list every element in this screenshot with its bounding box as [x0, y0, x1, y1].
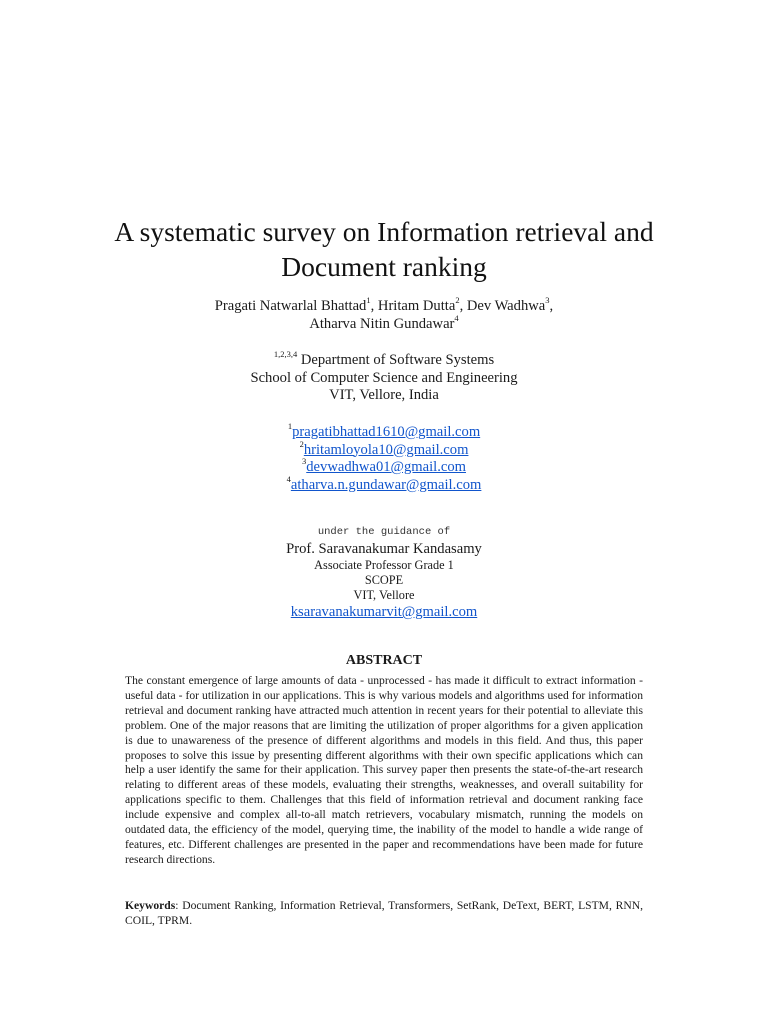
keywords-label: Keywords [125, 899, 176, 912]
affiliation-school: School of Computer Science and Engineering [250, 369, 518, 386]
email-link[interactable]: pragatibhattad1610@gmail.com [292, 424, 481, 440]
email-row [84, 456, 684, 477]
title-line-2: Document ranking [281, 251, 487, 282]
author-row-1: Pragati Natwarlal Bhattad$^1$, Hritam Dutta$^2$, Dev Wadhwa$^3$, [214, 295, 554, 314]
guide-name: Prof. Saravanakumar Kandasamy [286, 541, 482, 557]
author-name: Dev Wadhwa [466, 298, 546, 314]
guidance-label: under the guidance of [317, 526, 451, 538]
paper-title [84, 214, 684, 284]
author-emails [84, 421, 684, 494]
email-sup: 2 [299, 438, 304, 449]
email-link[interactable]: atharva.n.gundawar@gmail.com [290, 476, 482, 493]
department-name: Department of Software Systems [300, 352, 495, 368]
abstract-heading: ABSTRACT [345, 653, 423, 668]
email-row [84, 438, 684, 460]
keywords [125, 899, 643, 929]
author-list [84, 297, 684, 333]
author-sup: 2 [455, 295, 460, 306]
author-name: Hritam Dutta [377, 298, 456, 314]
email-sup: 4 [286, 473, 291, 484]
author-sup: 4 [454, 313, 459, 324]
title-line-1: A systematic survey on Information retrieval and [114, 216, 654, 247]
affiliation [84, 349, 684, 405]
email-sup: 1 [287, 421, 293, 432]
guide-block [84, 541, 684, 622]
email-row [84, 473, 684, 495]
email-row [84, 421, 684, 442]
affiliation-department [84, 349, 684, 370]
author-sup: 3 [545, 295, 550, 306]
author-row-2 [84, 315, 684, 333]
affiliation-place: VIT, Vellore, India [329, 387, 439, 403]
abstract-text: The constant emergence of large amounts of data - unprocessed - has made it difficult to extract information - useful data - for utilization in our applications. This is why various models and algorithms used for information retrieval and document ranking have attracted much attention in recent years for their potential to alleviate this problem. One of the major reasons that are limiting the utilization of proper algorithms for a given application is due to unawareness of the presence of different algorithms and models in this field. And thus, this paper proposes to solve this issue by presenting different algorithms with their own specific applications which can help a user identify the same for their application. This survey paper then presents the state-of-the-art research relating to different areas of these models, evaluating their strengths, weaknesses, and overall suitability for applications specific to them. Challenges that this field of information retrieval and document ranking face include expensive and complex all-to-all match retrievers, vocabulary mismatch, running the models on outdated data, the efficiency of the model, querying time, the inability of the model to handle a wide range of features, etc. Different challenges are presented in the paper and recommendations have been made for future research directions. [125, 674, 643, 866]
guide-position: Associate Professor Grade 1 [314, 558, 454, 572]
affiliation-sup: 1,2,3,4 [273, 349, 298, 360]
guide-email-link[interactable]: ksaravanakumarvit@gmail.com [290, 604, 478, 620]
author-name: Atharva Nitin Gundawar [309, 316, 455, 332]
email-link[interactable]: devwadhwa01@gmail.com [306, 459, 466, 475]
email-sup: 3 [302, 456, 307, 467]
author-name: Pragati Natwarlal Bhattad [214, 298, 367, 314]
guide-place: VIT, Vellore [353, 588, 415, 602]
guide-unit: SCOPE [364, 573, 404, 587]
author-sup: 1 [366, 295, 371, 306]
keywords-text: : Document Ranking, Information Retrieval, Transformers, SetRank, DeText, BERT, LSTM, RNN, COIL, TPRM. [125, 899, 643, 927]
email-link[interactable]: hritamloyola10@gmail.com [303, 441, 469, 458]
